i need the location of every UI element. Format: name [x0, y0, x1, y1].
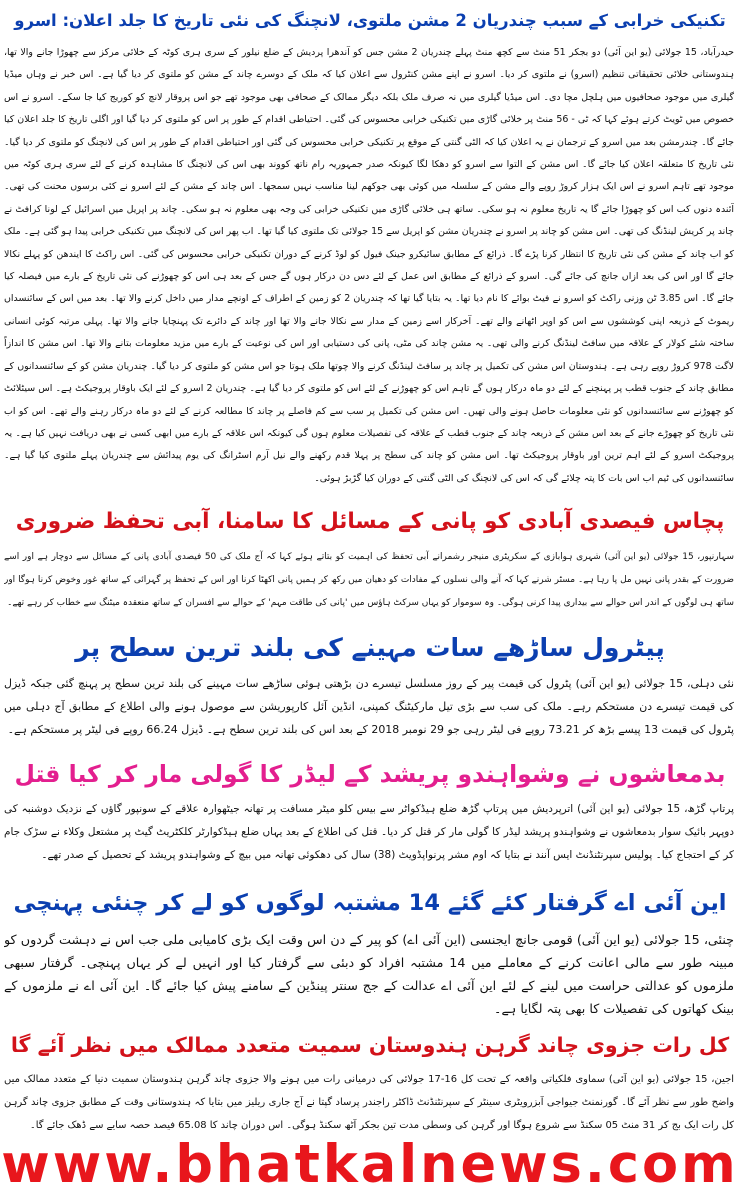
body-water-crisis: سہارنپور، 15 جولائی (یو این آئی) شہری ہوابازی کے سکریٹری منیجر رشمرانے آبی تحفظ کی اہمیت کو بتاتے ہوئے کہا کہ آج ملک کی 50 فیصدی آبادی پانی کے مسائل سے دوچار ہے اور اسے ضرورت کے بقدر پانی نہیں مل پا رہا ہے۔ مسٹر شرنے کہا کہ آنے والی نسلوں کے مفادات کو دھیان میں رکھ کر ہمیں پانی اکھٹا کرنا اور اس کے تحفظ پر گہرائی کے ساتھ غور وخوض کرنا ہوگا اور ساتھ ہی لوگوں کے اندر اس حوالے سے بیداری پیدا کرنی ہوگی۔ وہ سوموار کو یہاں سرکٹ ہاؤس میں 'پانی کی طاقت مہم' کے حوالے سے افسران کے ساتھ منعقدہ میٹنگ سے خطاب کر رہے تھے۔ — [4, 552, 734, 608]
body-petrol-price: نئی دہلی، 15 جولائی (یو این آئی) پٹرول کی قیمت پیر کے روز مسلسل تیسرے دن بڑھتی ہوئی ساڑھے سات مہینے کی بلند ترین سطح پر پہنچ گئی جبکہ ڈیزل کی قیمت تیسرے دن مستحکم رہے۔ ملک کی سب سے بڑی تیل مارکیٹنگ کمپنی، انڈین آئل کارپوریشن سے موصول ہونے والی اطلاع کے مطابق آج دہلی میں پٹرول کی قیمت 13 پیسے بڑھ کر 73.21 روپے فی لیٹر رہی جو 29 نومبر 2018 کے بعد اس کی بلند ترین سطح ہے۔ ڈیزل 66.24 روپے فی لیٹر پر مستحکم ہے۔ — [4, 677, 734, 736]
body-chandrayaan: حیدرآباد، 15 جولائی (یو این آئی) دو بجکر 51 منٹ سے کچھ منٹ پہلے چندریان 2 مشن جس کو آندھرا پردیش کے ضلع نیلور کے سری ہری کوٹہ کے خلائی مرکز سے چھوڑا جانے والا تھا، ہندوستانی خلائی تحقیقاتی تنظیم (اسرو) نے ملتوی کر دیا۔ اسرو نے اپنے مشن کنٹرول سے اعلان کیا کہ ملک کے دوسرے چاند کے مشن کو ملتوی کر دیا گیا ہے۔ اس خبر نے وہاں میڈیا گیلری میں موجود صحافیوں میں ہلچل مچا دی۔ اس میڈیا گیلری میں نہ صرف ملک بلکہ دیگر ممالک کے صحافی بھی موجود تھے جو اس پروقار لانچ کو کوریج کیا جا سکے۔ اسرو نے اس خصوص میں ٹویٹ کرتے ہوئے کہا کہ ٹی - 56 منٹ پر خلائی گاڑی میں تکنیکی خرابی محسوس کی گئی۔ احتیاطی اقدام کے طور پر اس کو ملتوی کر دیا گیا اور اگلی تاریخ کا جلد اعلان کیا جائے گا۔ چندرمشن بعد میں اسرو کے ترجمان نے یہ اعلان کیا کہ الٹی گنتی کے موقع پر تکنیکی خرابی محسوس کی گئی اور احتیاطی اقدام کے طور پر اس کی لانچنگ کو ملتوی کر دیا گیا۔ نئی تاریخ کا متعلقہ اعلان کیا جائے گا۔ اس مشن کے التوا سے اسرو کو دھکا لگا کیونکہ صدر جمہوریہ رام ناتھ کووند بھی اس کی لانچنگ کا مشاہدہ کرنے کے لئے سری ہری کوٹہ میں موجود تھے تاہم اسرو نے اس ایک ہزار کروڑ روپے والے مشن کے سلسلہ میں کوئی بھی جوکھم لینا مناسب نہیں سمجھا۔ اس چاند کے مشن کے لئے اسرو نے کئی برسوں محنت کی تھی۔ آئندہ دنوں کب اس کو چھوڑا جائے گا یہ تاریخ معلوم نہ ہو سکی۔ ساتھ ہی خلائی گاڑی میں تکنیکی خرابی کی وجہ بھی معلوم نہ ہو سکی۔ چاند پر اپریل میں اسرائیل کے لونا کرافٹ نے چاند پر کریش لینڈنگ کی تھی۔ اس مشن کو چاند پر اسرو نے چندریان مشن کو اپریل سے 15 جولائی تک ملتوی کیا گیا تھا۔ اب پھر اس کی لانچنگ میں تکنیکی خرابی پیدا ہو گئی ہے۔ ملک کو اب چاند کے مشن کی نئی تاریخ کا انتظار کرنا پڑے گا۔ ذرائع کے مطابق سائیکرو جینک فیول کو لوڈ کرنے کے دوران تکنیکی خرابی محسوس کی گئی۔ اس راکٹ کا ایندھن کو پہلے نکالا جائے گا اور اس کی بعد ازاں جانچ کی جائے گی۔ اسرو کے ذرائع کے مطابق اس عمل کے لئے دس دن درکار ہوں گے جس کے بعد ہی اس کو چھوڑنے کی نئی تاریخ کے بارے میں فیصلہ کیا جائے گا۔ اس 3.85 ٹن وزنی راکٹ کو اسرو نے فیٹ بوائے کا نام دیا تھا۔ یہ بتایا گیا تھا کہ چندریان 2 کو زمین کے اطراف کے اونچے مدار میں داخل کرنے والا تھا۔ بعد میں اس کے سائنسداں ریموٹ کے ذریعہ اپنی کوششوں سے اس کو اوپر اٹھانے والے تھے۔ آخرکار اسے زمین کے مدار سے نکالا جانے والا تھا اور چاند کے دائرے تک پہنچایا جانے والا تھا۔ پہلی مرتبہ کوئی انسانی ساختہ شئے کولار کے علاقہ میں سافٹ لینڈنگ کرنے والی تھی۔ یہ مشن چاند کی مٹی، پانی کی دستیابی اور اس کی نوعیت کے بارے میں مزید معلومات بتانے والا تھا۔ اس مشن کا اندازاً لاگت 978 کروڑ روپے رہی ہے۔ ہندوستان اس مشن کی تکمیل پر چاند پر سافٹ لینڈنگ کرنے والا چوتھا ملک ہوتا جو اس مشن کو ملتوی کر دیا گیا۔ چندریان مشن کو کے سائنسدانوں کے مطابق چاند کے جنوب قطب پر پہنچنے کے لئے دو ماہ درکار ہوں گے تاہم اس کو چھوڑنے کے لئے اس کو ملتوی کر دیا گیا ہے۔ چندریان 2 اسرو کے لئے ایک باوقار پروجیکٹ ہے۔ اس سیٹلائٹ کو چھوڑنے سے سائنسدانوں کو نئی معلومات حاصل ہونے والی تھیں۔ اس مشن کی تکمیل پر سب سے کم فاصلے پر چاند کا مطالعہ کرنے کے لئے دو ماہ درکار رہنے والے تھے۔ اس کو اب نئی تاریخ کو چھوڑے جانے کے بعد اس مشن کے ذریعہ چاند کے جنوب قطب کے علاقہ کی تفصیلات معلوم ہوں گی کیونکہ اس علاقہ کے بارے میں ابھی کسی نے بھی دریافت نہیں کیا ہے۔ یہ پروجیکٹ اسرو کے لئے اہم ترین اور باوقار پروجیکٹ تھا۔ اس مشن کو چاند کی سطح پر پہلا قدم رکھنے والے نیل آرم اسٹرانگ کی یوم پیدائش سے چندریان پہلے ملتوی کیا گیا ہے۔ سائنسدانوں کی ٹیم اب اس بات کا پتہ چلائے گی کہ اس کی لانچنگ کی الٹی گنتی کے دوران کیا گڑبڑ ہوئی۔ — [4, 47, 734, 484]
body-vhp-leader: پرتاپ گڑھ، 15 جولائی (یو این آئی) اترپردیش میں پرتاپ گڑھ ضلع ہیڈکواٹر سے بیس کلو میٹر مسافت پر تھانہ جیٹھوارہ علاقے کے سونپور گاؤں کے نزدیک دوشنبہ کی دوپہر بائیک سوار بدمعاشوں نے وشواہندو پریشد لیڈر کا گولی مار کر قتل کر دیا۔ قتل کی اطلاع کے بعد یہاں ضلع ہیڈکوارٹر کلکٹریٹ گیٹ پر مشتعل وکلاء نے سڑک جام کر کے احتجاج کیا۔ پولیس سپرنٹنڈنٹ ایس آنند نے بتایا کہ اوم مشر پرنواپڈویٹ (38) سال کی دھکوئی تھانہ میں بیچ کے وشواہندو پریشد کے تحصیل کے صدر تھے۔ — [4, 803, 734, 861]
headline-vhp-leader: بدمعاشوں نے وشواہندو پریشد کے لیڈر کا گولی مار کر کیا قتل — [14, 760, 726, 788]
headline-lunar-eclipse: کل رات جزوی چاند گرہن ہندوستان سمیت متعدد ممالک میں نظر آئے گا — [10, 1033, 730, 1057]
body-nia-chennai: چنئی، 15 جولائی (یو این آئی) قومی جانچ ایجنسی (این آئی اے) کو پیر کے دن اس وقت ایک بڑی کامیابی ملی جب اس نے دہشت گردوں کو مبینہ طور سے مالی اعانت کرنے کے معاملے میں 14 مشتبہ افراد کو دبئی سے گرفتار کیا اور انہیں لے کر یہاں پہنچی۔ گرفتار سبھی ملزموں کو عدالتی حراست میں لینے کے لئے این آئی اے عدالت کے جج سنتر پینڈین کے سامنے پیش کیا جائے گا۔ این آئی اے نے ملزموں کے بینک کھاتوں کی تفصیلات کا بھی پتہ لگایا ہے۔ — [4, 932, 734, 1016]
headline-nia-chennai: این آئی اے گرفتار کئے گئے 14 مشتبہ لوگوں کو لے کر چنئی پہنچی — [13, 890, 727, 916]
headline-chandrayaan: تکنیکی خرابی کے سبب چندریان 2 مشن ملتوی، لانچنگ کی نئی تاریخ کا جلد اعلان: اسرو — [14, 11, 726, 30]
headline-petrol-price: پیٹرول ساڑھے سات مہینے کی بلند ترین سطح پر — [75, 633, 665, 662]
body-lunar-eclipse: اجین، 15 جولائی (یو این آئی) سماوی فلکیاتی واقعہ کے تحت کل 16-17 جولائی کی درمیانی رات میں ہونے والا جزوی چاند گرہن ہندوستان سمیت دنیا کے متعدد ممالک میں واضح طور سے نظر آئے گا۔ گورنمنٹ جیواجی آبزرویٹری سینٹر کے سپرنٹنڈنٹ ڈاکٹر راجندر پرساد گپتا نے آج جاری ریلیز میں بتایا کہ ہندوستانی وقت کے مطابق جزوی چاند گرہن کل رات ایک بج کر 31 منٹ 05 سکنڈ سے شروع ہوگا اور گرہن کی وسطی مدت تین بجکر آٹھ سکنڈ ہوگی۔ اس دوران چاند کا 65.08 فیصد حصہ سایے سے ڈھک جائے گا۔ — [4, 1074, 734, 1131]
headline-water-crisis: پچاس فیصدی آبادی کو پانی کے مسائل کا سامنا، آبی تحفظ ضروری — [15, 509, 725, 534]
site-url-banner[interactable]: www.bhatkalnews.com — [1, 1134, 739, 1195]
